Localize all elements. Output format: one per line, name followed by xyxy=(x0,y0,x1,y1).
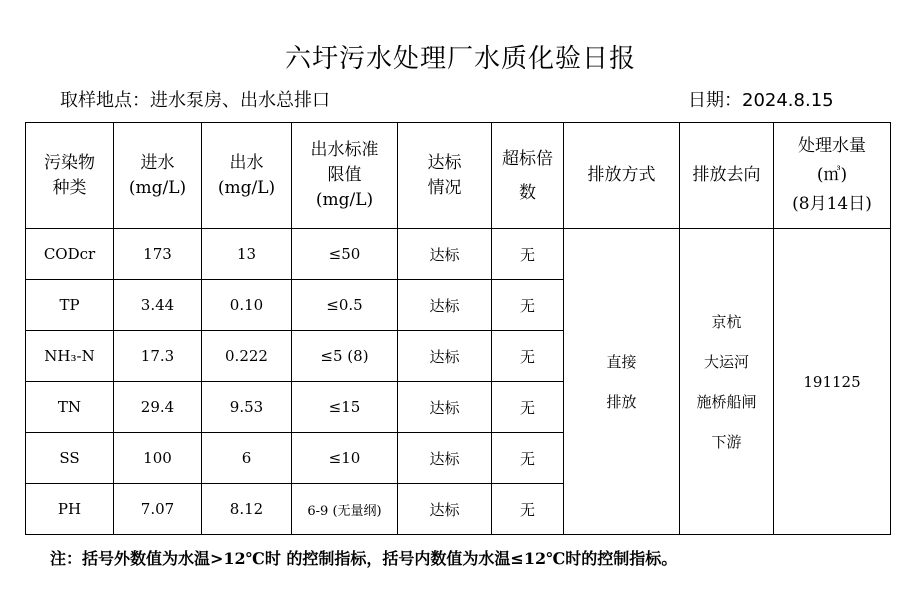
discharge-destination-cell: 京杭 大运河 施桥船闸 下游 xyxy=(680,229,774,535)
water-quality-table xyxy=(25,122,891,535)
effluent-cell: 6 xyxy=(202,433,292,484)
exceed-cell: 无 xyxy=(492,229,564,280)
influent-cell: 17.3 xyxy=(114,331,202,382)
status-cell: 达标 xyxy=(398,229,492,280)
limit-cell: ≤0.5 xyxy=(292,280,398,331)
limit-cell: ≤10 xyxy=(292,433,398,484)
report-date: 日期：2024.8.15 xyxy=(688,90,834,111)
exceed-cell: 无 xyxy=(492,433,564,484)
status-cell: 达标 xyxy=(398,433,492,484)
param-cell: TP xyxy=(26,280,114,331)
report-title: 六圩污水处理厂水质化验日报 xyxy=(284,44,636,74)
header-influent: 进水 (mg/L) xyxy=(114,123,202,229)
exceed-cell: 无 xyxy=(492,280,564,331)
header-param: 污染物 种类 xyxy=(26,123,114,229)
influent-cell: 173 xyxy=(114,229,202,280)
header-limit: 出水标准 限值 (mg/L) xyxy=(292,123,398,229)
effluent-cell: 0.222 xyxy=(202,331,292,382)
effluent-cell: 9.53 xyxy=(202,382,292,433)
exceed-cell: 无 xyxy=(492,382,564,433)
exceed-cell: 无 xyxy=(492,331,564,382)
param-cell: CODcr xyxy=(26,229,114,280)
table-row xyxy=(26,229,891,280)
influent-cell: 7.07 xyxy=(114,484,202,535)
header-exceed: 超标倍 数 xyxy=(492,123,564,229)
status-cell: 达标 xyxy=(398,331,492,382)
header-status: 达标 情况 xyxy=(398,123,492,229)
header-destination: 排放去向 xyxy=(680,123,774,229)
status-cell: 达标 xyxy=(398,484,492,535)
sampling-location: 取样地点：进水泵房、出水总排口 xyxy=(60,90,330,111)
header-method: 排放方式 xyxy=(564,123,680,229)
header-volume: 处理水量 (㎥) (8月14日) xyxy=(774,123,891,229)
footnote: 注：括号外数值为水温>12℃时 的控制指标，括号内数值为水温≤12℃时的控制指标。 xyxy=(50,549,678,568)
limit-cell: ≤15 xyxy=(292,382,398,433)
treated-volume-cell: 191125 xyxy=(774,229,891,535)
effluent-cell: 13 xyxy=(202,229,292,280)
discharge-method-cell: 直接 排放 xyxy=(564,229,680,535)
limit-cell: ≤5 (8) xyxy=(292,331,398,382)
param-cell: TN xyxy=(26,382,114,433)
limit-cell: ≤50 xyxy=(292,229,398,280)
param-cell: PH xyxy=(26,484,114,535)
table-header-row xyxy=(26,123,891,229)
header-effluent: 出水 (mg/L) xyxy=(202,123,292,229)
status-cell: 达标 xyxy=(398,382,492,433)
effluent-cell: 0.10 xyxy=(202,280,292,331)
status-cell: 达标 xyxy=(398,280,492,331)
influent-cell: 29.4 xyxy=(114,382,202,433)
influent-cell: 100 xyxy=(114,433,202,484)
influent-cell: 3.44 xyxy=(114,280,202,331)
effluent-cell: 8.12 xyxy=(202,484,292,535)
param-cell: SS xyxy=(26,433,114,484)
exceed-cell: 无 xyxy=(492,484,564,535)
param-cell: NH₃-N xyxy=(26,331,114,382)
limit-cell: 6-9 (无量纲) xyxy=(292,484,398,535)
